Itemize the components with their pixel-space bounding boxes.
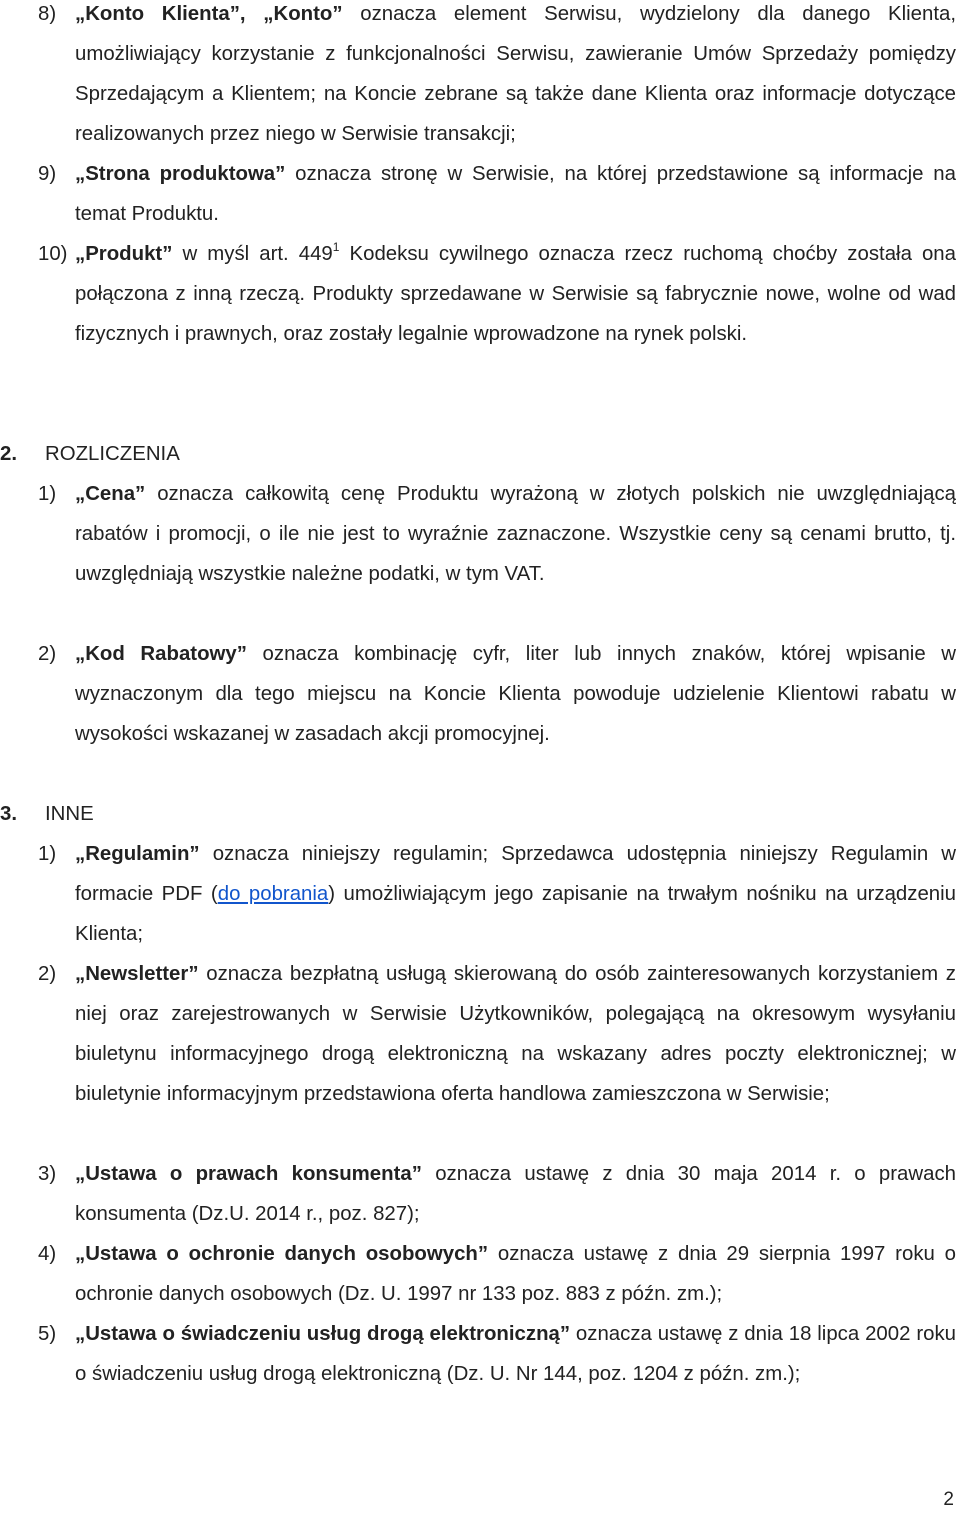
defined-term: „Produkt” (75, 243, 173, 265)
definition-text: oznacza ustawę z dnia 30 maja 2014 r. o prawach konsumenta (Dz.U. 2014 r., poz. 827); (75, 1163, 956, 1225)
item-number: 2) (38, 643, 57, 665)
definition-text: oznacza element Serwisu, wydzielony dla danego Klienta, umożliwiający korzystanie z funkcjonalności Serwisu, zawieranie Umów Sprzedaży pomiędzy Sprzedającym a Klientem; na Koncie zebrane są także dane Klienta oraz informacje dotyczące realizowanych przez niego w Serwisie transakcji; (75, 3, 956, 145)
section-number: 3. (0, 803, 18, 825)
definition-text: w myśl art. 449 (172, 243, 333, 265)
item-number: 10) (38, 243, 68, 265)
item-number: 1) (38, 483, 57, 505)
definition-text: ) umożliwiającym jego zapisanie na trwałym nośniku na urządzeniu Klienta; (75, 883, 956, 945)
defined-term: „Strona produktowa” (75, 163, 286, 185)
defined-term: „Newsletter” (75, 963, 199, 985)
item-body (75, 834, 956, 954)
item-body (75, 1234, 956, 1314)
item-body (75, 474, 956, 594)
item-number: 5) (38, 1323, 57, 1345)
item-number: 4) (38, 1243, 57, 1265)
superscript: 1 (332, 240, 340, 254)
definition-text: oznacza ustawę z dnia 29 sierpnia 1997 roku o ochronie danych osobowych (Dz. U. 1997 nr 133 poz. 883 z późn. zm.); (75, 1243, 956, 1305)
definition-text: Kodeksu cywilnego oznacza rzecz ruchomą choćby została ona połączona z inną rzeczą. Produkty sprzedawane w Serwisie są fabrycznie nowe, wolne od wad fizycznych i prawnych, oraz zostały legalnie wprowadzone na rynek polski. (75, 243, 956, 345)
definition-item-regulamin (38, 834, 956, 954)
definition-item-ustawa-o-ochronie-danych (38, 1234, 956, 1314)
definition-text: oznacza ustawę z dnia 18 lipca 2002 roku o świadczeniu usług drogą elektroniczną (Dz. U. Nr 144, poz. 1204 z późn. zm.); (75, 1323, 956, 1385)
definition-text: oznacza kombinację cyfr, liter lub innych znaków, której wpisanie w wyznaczonym dla tego miejscu na Koncie Klienta powoduje udzielenie Klientowi rabatu w wysokości wskazanej w zasadach akcji promocyjnej. (75, 643, 956, 745)
section-title: ROZLICZENIA (45, 443, 180, 465)
definition-item-newsletter (38, 954, 956, 1114)
defined-term: „Ustawa o świadczeniu usług drogą elektroniczną” (75, 1323, 571, 1345)
item-number: 1) (38, 843, 57, 865)
item-body (75, 234, 956, 354)
item-number: 2) (38, 963, 57, 985)
download-link[interactable]: do pobrania (217, 883, 329, 905)
defined-term: „Ustawa o prawach konsumenta” (75, 1163, 422, 1185)
definition-item-ustawa-o-swiadczeniu-uslug (38, 1314, 956, 1394)
item-number: 9) (38, 163, 57, 185)
definition-text: oznacza niniejszy regulamin; Sprzedawca udostępnia niniejszy Regulamin w formacie PDF ( (75, 843, 956, 905)
defined-term: „Ustawa o ochronie danych osobowych” (75, 1243, 489, 1265)
defined-term: „Kod Rabatowy” (75, 643, 247, 665)
definition-item-cena (38, 474, 956, 594)
item-number: 3) (38, 1163, 57, 1185)
definition-item-konto-klienta (38, 0, 956, 154)
definition-item-kod-rabatowy (38, 634, 956, 754)
item-body (75, 1314, 956, 1394)
definition-text: oznacza bezpłatną usługą skierowaną do osób zainteresowanych korzystaniem z niej oraz zarejestrowanych w Serwisie Użytkowników, polegającą na okresowym wysyłaniu biuletynu informacyjnego drogą elektroniczną na wskazany adres poczty elektronicznej; w biuletynie informacyjnym przedstawiona oferta handlowa zamieszczona w Serwisie; (75, 963, 956, 1105)
item-number: 8) (38, 3, 57, 25)
definition-item-produkt (38, 234, 956, 354)
definition-text: oznacza stronę w Serwisie, na której przedstawione są informacje na temat Produktu. (75, 163, 956, 225)
item-body (75, 1154, 956, 1234)
section-number: 2. (0, 443, 18, 465)
item-body (75, 154, 956, 234)
item-body (75, 634, 956, 754)
section-heading-rozliczenia (0, 434, 600, 474)
definition-item-strona-produktowa (38, 154, 956, 234)
defined-term: „Regulamin” (75, 843, 200, 865)
page-number: 2 (943, 1489, 954, 1510)
defined-term: „Cena” (75, 483, 146, 505)
item-body (75, 954, 956, 1114)
definition-item-ustawa-o-prawach-konsumenta (38, 1154, 956, 1234)
section-title: INNE (45, 803, 94, 825)
section-heading-inne (0, 794, 600, 834)
item-body (75, 0, 956, 154)
defined-term: „Konto Klienta”, „Konto” (75, 3, 343, 25)
definition-text: oznacza całkowitą cenę Produktu wyrażoną w złotych polskich nie uwzględniającą rabatów i promocji, o ile nie jest to wyraźnie zaznaczone. Wszystkie ceny są cenami brutto, tj. uwzględniają wszystkie należne podatki, w tym VAT. (75, 483, 956, 585)
